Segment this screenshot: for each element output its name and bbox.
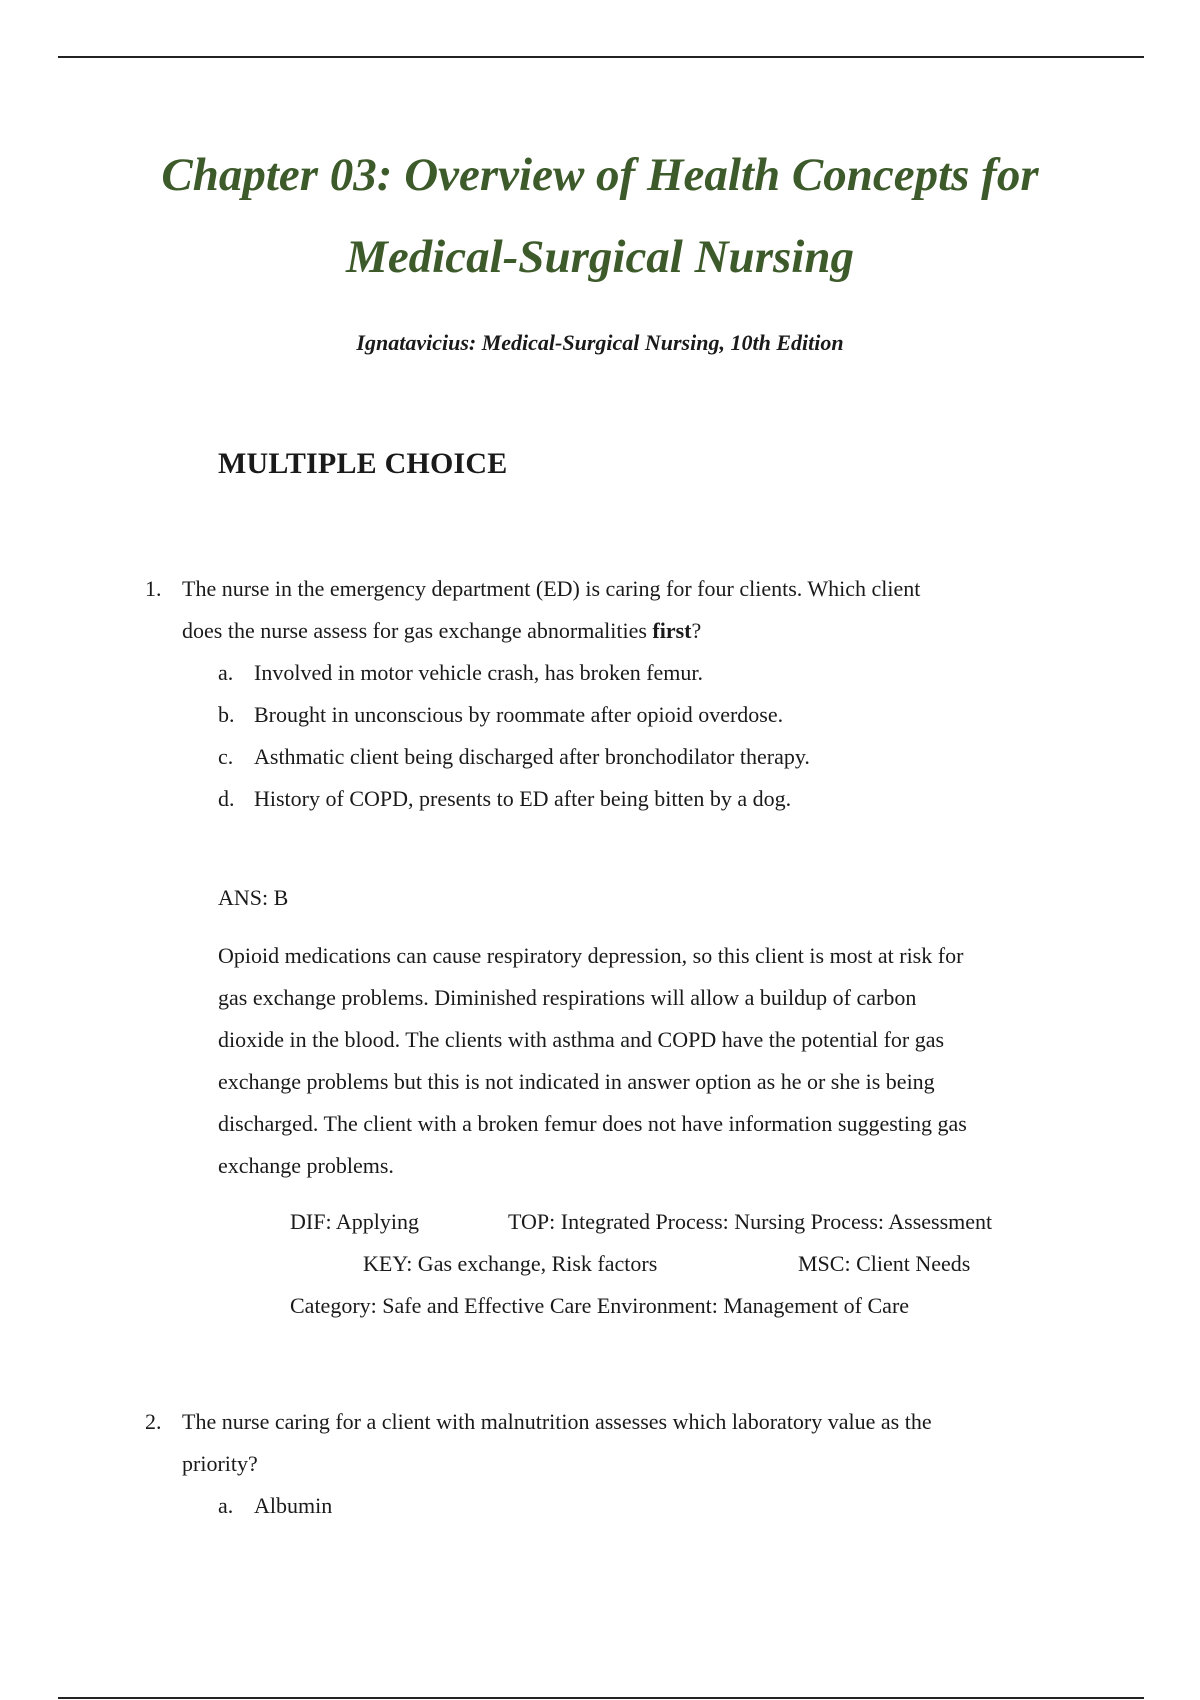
rationale-line: exchange problems. (218, 1153, 394, 1178)
option-letter: d. (218, 786, 235, 811)
rationale-line: discharged. The client with a broken femur does not have information suggesting gas (218, 1111, 967, 1136)
book-subtitle: Ignatavicius: Medical-Surgical Nursing, 10th Edition (356, 330, 844, 355)
top-rule (58, 56, 1144, 58)
option-letter: c. (218, 744, 234, 769)
option-letter: a. (218, 660, 234, 685)
category: Category: Safe and Effective Care Environment: Management of Care (290, 1293, 910, 1318)
question-stem-line-1: The nurse in the emergency department (ED) is caring for four clients. Which client (182, 576, 921, 601)
option-text: Asthmatic client being discharged after bronchodilator therapy. (254, 744, 810, 769)
difficulty: DIF: Applying (290, 1209, 419, 1234)
option-text: History of COPD, presents to ED after being bitten by a dog. (254, 786, 792, 811)
question-stem-line-1: The nurse caring for a client with malnutrition assesses which laboratory value as the (182, 1409, 932, 1434)
question-number: 2. (145, 1409, 162, 1434)
rationale-line: Opioid medications can cause respiratory depression, so this client is most at risk for (218, 943, 964, 968)
rationale-line: exchange problems but this is not indicated in answer option as he or she is being (218, 1069, 935, 1094)
chapter-title-line-2: Medical-Surgical Nursing (346, 231, 854, 283)
stem-emphasis: first (652, 618, 692, 643)
option-text: Albumin (254, 1493, 333, 1518)
option-text: Involved in motor vehicle crash, has broken femur. (254, 660, 704, 685)
msc: MSC: Client Needs (798, 1251, 971, 1276)
option-text: Brought in unconscious by roommate after opioid overdose. (254, 702, 784, 727)
question-number: 1. (145, 576, 162, 601)
topic: TOP: Integrated Process: Nursing Process: Assessment (508, 1209, 993, 1234)
question-stem-line-2 (182, 610, 1062, 652)
rationale-line: gas exchange problems. Diminished respirations will allow a buildup of carbon (218, 985, 917, 1010)
stem-punctuation: ? (691, 618, 702, 643)
keywords: KEY: Gas exchange, Risk factors (363, 1251, 658, 1276)
chapter-title-line-1: Chapter 03: Overview of Health Concepts for (161, 149, 1039, 201)
section-heading: MULTIPLE CHOICE (218, 447, 508, 480)
option-letter: a. (218, 1493, 234, 1518)
option-letter: b. (218, 702, 235, 727)
stem-text: does the nurse assess for gas exchange abnormalities (182, 618, 653, 643)
rationale (218, 935, 1048, 1187)
bottom-rule (58, 1697, 1144, 1699)
rationale-line: dioxide in the blood. The clients with asthma and COPD have the potential for gas (218, 1027, 945, 1052)
answer-key: ANS: B (218, 885, 289, 910)
chapter-title (0, 134, 1200, 298)
question-stem-line-2: priority? (182, 1451, 258, 1476)
